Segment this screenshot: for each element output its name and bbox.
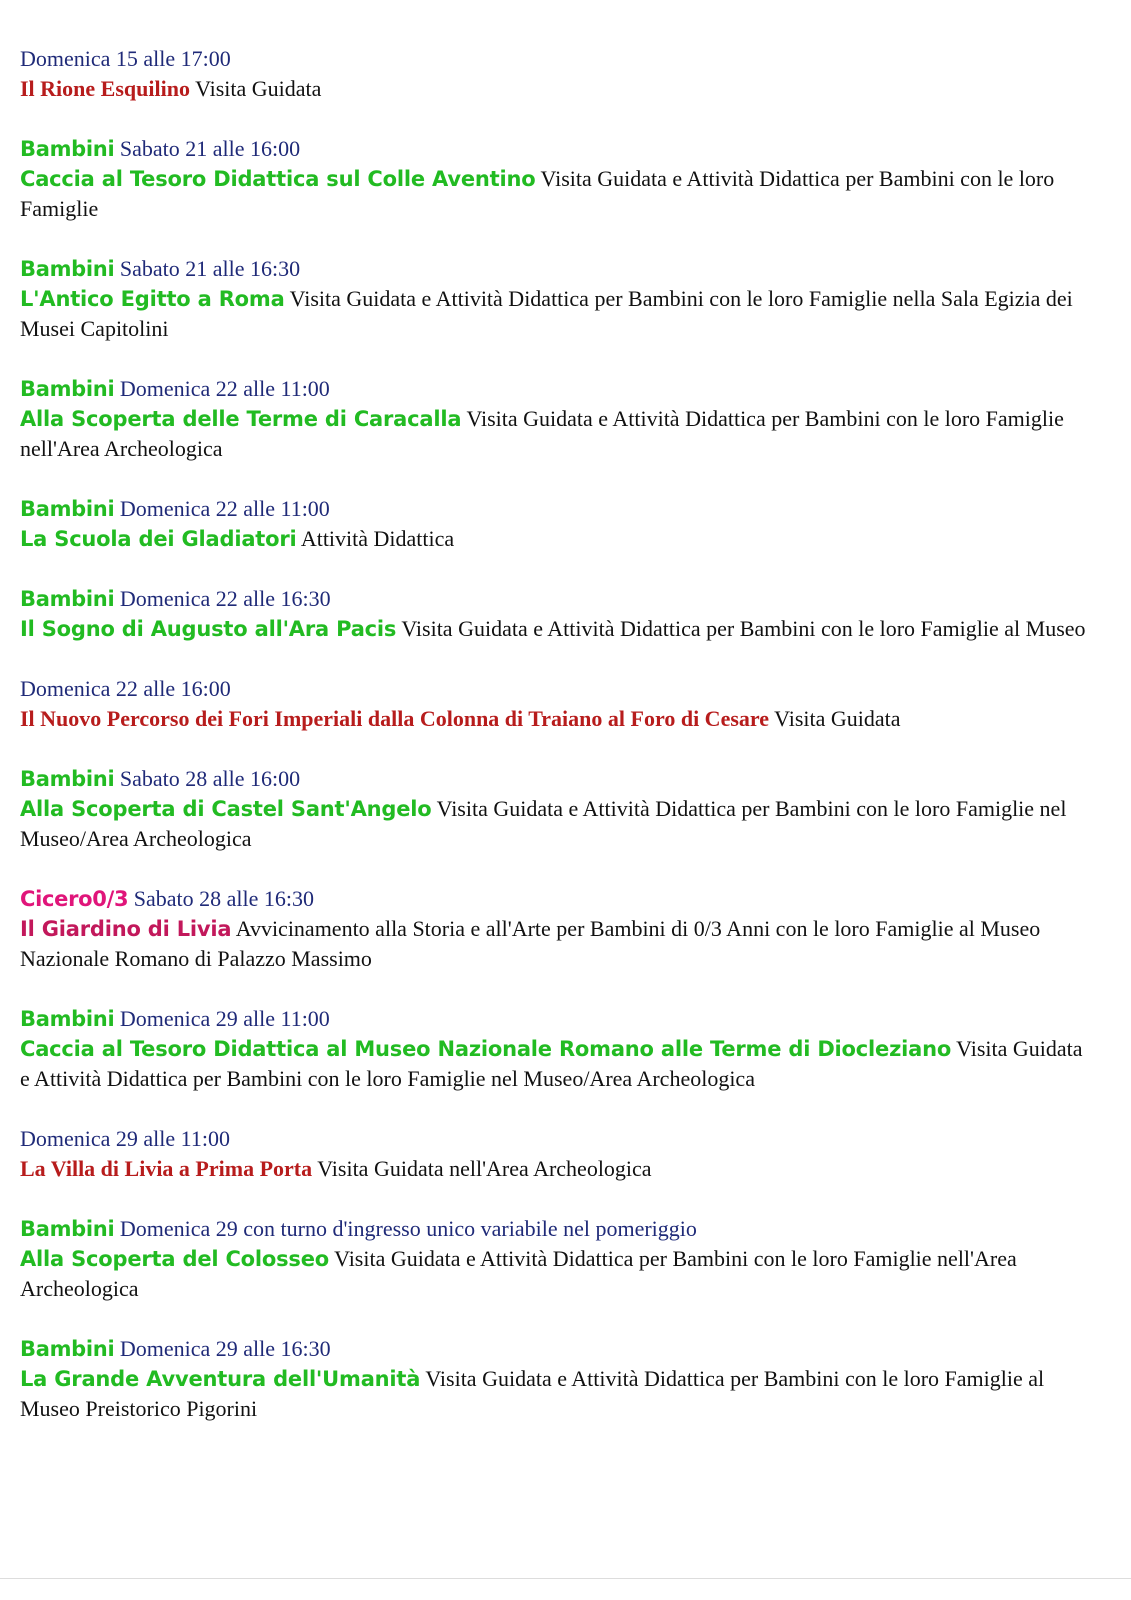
event-when-line bbox=[20, 374, 1090, 404]
event-item bbox=[20, 764, 1090, 854]
event-when-line bbox=[20, 254, 1090, 284]
event-title-line bbox=[20, 74, 1090, 104]
event-when-line bbox=[20, 44, 1090, 74]
event-description: Visita Guidata e Attività Didattica per Bambini con le loro Famiglie nell'Area Archeologica bbox=[20, 406, 1064, 461]
event-item bbox=[20, 134, 1090, 224]
audience-tag: Bambini bbox=[20, 377, 115, 401]
event-when-line bbox=[20, 1004, 1090, 1034]
event-title: L'Antico Egitto a Roma bbox=[20, 287, 285, 311]
event-title: Alla Scoperta del Colosseo bbox=[20, 1247, 330, 1271]
audience-tag: Bambini bbox=[20, 257, 115, 281]
event-title: La Grande Avventura dell'Umanità bbox=[20, 1367, 421, 1391]
event-when-line bbox=[20, 764, 1090, 794]
event-when: Sabato 28 alle 16:00 bbox=[119, 766, 301, 791]
audience-tag: Cicero0/3 bbox=[20, 887, 129, 911]
event-item bbox=[20, 494, 1090, 554]
event-title: Il Rione Esquilino bbox=[20, 76, 190, 101]
event-title-line bbox=[20, 794, 1090, 854]
event-title: Caccia al Tesoro Didattica sul Colle Aventino bbox=[20, 167, 536, 191]
event-title-line bbox=[20, 1244, 1090, 1304]
event-when: Domenica 29 alle 11:00 bbox=[119, 1006, 330, 1031]
event-when: Domenica 29 alle 16:30 bbox=[119, 1336, 331, 1361]
event-when-line bbox=[20, 674, 1090, 704]
event-title: Il Nuovo Percorso dei Fori Imperiali dalla Colonna di Traiano al Foro di Cesare bbox=[20, 706, 770, 731]
event-when-line bbox=[20, 134, 1090, 164]
event-title: Alla Scoperta di Castel Sant'Angelo bbox=[20, 797, 432, 821]
event-title: Caccia al Tesoro Didattica al Museo Nazionale Romano alle Terme di Diocleziano bbox=[20, 1037, 952, 1061]
event-when: Domenica 29 con turno d'ingresso unico variabile nel pomeriggio bbox=[119, 1216, 697, 1241]
event-when: Sabato 28 alle 16:30 bbox=[133, 886, 315, 911]
event-description: Avvicinamento alla Storia e all'Arte per Bambini di 0/3 Anni con le loro Famiglie al Museo Nazionale Romano di Palazzo Massimo bbox=[20, 916, 1041, 971]
event-title-line bbox=[20, 1034, 1090, 1094]
event-item bbox=[20, 374, 1090, 464]
event-description: Visita Guidata e Attività Didattica per Bambini con le loro Famiglie nell'Area Archeologica bbox=[20, 1246, 1017, 1301]
event-title-line bbox=[20, 914, 1090, 974]
event-title-line bbox=[20, 524, 1090, 554]
event-item bbox=[20, 1214, 1090, 1304]
audience-tag: Bambini bbox=[20, 497, 115, 521]
event-description: Visita Guidata nell'Area Archeologica bbox=[317, 1156, 652, 1181]
audience-tag: Bambini bbox=[20, 1007, 115, 1031]
audience-tag: Bambini bbox=[20, 1217, 115, 1241]
event-title-line bbox=[20, 1154, 1090, 1184]
event-description: Visita Guidata e Attività Didattica per Bambini con le loro Famiglie al Museo Preistorico Pigorini bbox=[20, 1366, 1045, 1421]
event-description: Attività Didattica bbox=[300, 526, 455, 551]
event-item bbox=[20, 44, 1090, 104]
event-description: Visita Guidata e Attività Didattica per Bambini con le loro Famiglie nella Sala Egizia dei Musei Capitolini bbox=[20, 286, 1073, 341]
event-when: Domenica 15 alle 17:00 bbox=[20, 46, 231, 71]
event-item bbox=[20, 1004, 1090, 1094]
event-item bbox=[20, 584, 1090, 644]
event-item bbox=[20, 1124, 1090, 1184]
event-title: La Villa di Livia a Prima Porta bbox=[20, 1156, 313, 1181]
event-title: Il Sogno di Augusto all'Ara Pacis bbox=[20, 617, 397, 641]
event-item bbox=[20, 884, 1090, 974]
event-title-line bbox=[20, 1364, 1090, 1424]
event-when: Domenica 22 alle 16:30 bbox=[119, 586, 331, 611]
event-when: Domenica 22 alle 11:00 bbox=[119, 496, 330, 521]
event-when: Sabato 21 alle 16:00 bbox=[119, 136, 301, 161]
event-when-line bbox=[20, 494, 1090, 524]
event-description: Visita Guidata bbox=[774, 706, 901, 731]
event-title-line bbox=[20, 284, 1090, 344]
event-title: La Scuola dei Gladiatori bbox=[20, 527, 297, 551]
event-title-line bbox=[20, 704, 1090, 734]
event-title: Alla Scoperta delle Terme di Caracalla bbox=[20, 407, 462, 431]
event-item bbox=[20, 1334, 1090, 1424]
event-when-line bbox=[20, 1214, 1090, 1244]
page-edge-divider bbox=[0, 1578, 1131, 1579]
event-when: Domenica 22 alle 16:00 bbox=[20, 676, 231, 701]
event-when-line bbox=[20, 884, 1090, 914]
event-title-line bbox=[20, 614, 1090, 644]
event-description: Visita Guidata bbox=[195, 76, 322, 101]
event-when-line bbox=[20, 584, 1090, 614]
event-description: Visita Guidata e Attività Didattica per Bambini con le loro Famiglie bbox=[20, 166, 1055, 221]
event-when-line bbox=[20, 1124, 1090, 1154]
event-when: Sabato 21 alle 16:30 bbox=[119, 256, 301, 281]
event-title-line bbox=[20, 164, 1090, 224]
event-when-line bbox=[20, 1334, 1090, 1364]
event-description: Visita Guidata e Attività Didattica per Bambini con le loro Famiglie nel Museo/Area Archeologica bbox=[20, 796, 1067, 851]
event-description: Visita Guidata e Attività Didattica per Bambini con le loro Famiglie al Museo bbox=[401, 616, 1086, 641]
audience-tag: Bambini bbox=[20, 1337, 115, 1361]
event-title: Il Giardino di Livia bbox=[20, 917, 232, 941]
audience-tag: Bambini bbox=[20, 137, 115, 161]
event-when: Domenica 22 alle 11:00 bbox=[119, 376, 330, 401]
event-title-line bbox=[20, 404, 1090, 464]
audience-tag: Bambini bbox=[20, 767, 115, 791]
event-item bbox=[20, 254, 1090, 344]
event-item bbox=[20, 674, 1090, 734]
audience-tag: Bambini bbox=[20, 587, 115, 611]
event-list bbox=[20, 44, 1090, 1424]
event-description: Visita Guidata e Attività Didattica per Bambini con le loro Famiglie nel Museo/Area Archeologica bbox=[20, 1036, 1083, 1091]
event-when: Domenica 29 alle 11:00 bbox=[20, 1126, 230, 1151]
